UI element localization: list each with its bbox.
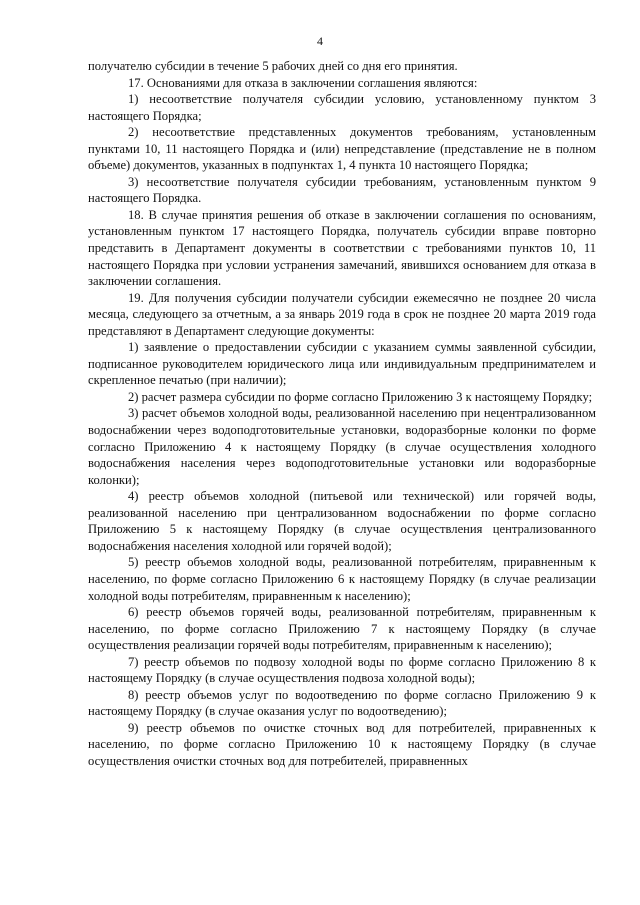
paragraph: 8) реестр объемов услуг по водоотведению по форме согласно Приложению 9 к настоящему Порядку (в случае оказания услуг по водоотведению);: [88, 687, 596, 719]
paragraph: 2) расчет размера субсидии по форме согласно Приложению 3 к настоящему Порядку;: [128, 389, 593, 404]
paragraph: 7) реестр объемов по подвозу холодной воды по форме согласно Приложению 8 к настоящему Порядку (в случае осуществления подвоза холодной воды);: [88, 654, 596, 686]
paragraph: 9) реестр объемов по очистке сточных вод для потребителей, приравненных к населению, по форме согласно Приложению 10 к настоящему Порядку (в случае осуществления очистки сточных вод для потребителей, приравненных: [88, 720, 596, 768]
paragraph: получателю субсидии в течение 5 рабочих дней со дня его принятия.: [88, 59, 458, 73]
paragraph: 3) расчет объемов холодной воды, реализованной населению при нецентрализованном водоснабжении через водоподготовительные установки, водоразборные колонки по форме согласно Приложению 4 к настоящему Порядку (в случае осуществления холодного водоснабжения населения через водоподготовительные установки или водоразборные колонки);: [88, 406, 596, 487]
paragraph: 5) реестр объемов холодной воды, реализованной потребителям, приравненным к населению, по форме согласно Приложению 6 к настоящему Порядку (в случае реализации холодной воды потребителям, приравненным к населению);: [88, 555, 596, 603]
page-number: 4: [317, 34, 323, 48]
paragraph: 19. Для получения субсидии получатели субсидии ежемесячно не позднее 20 числа месяца, следующего за отчетным, а за январь 2019 года в срок не позднее 20 марта 2019 года представляют в Департамент следующие документы:: [88, 290, 596, 338]
paragraph: 6) реестр объемов горячей воды, реализованной потребителям, приравненным к населению, по форме согласно Приложению 7 к настоящему Порядку (в случае осуществления реализации горячей воды потребителям, приравненным к населению);: [88, 605, 596, 653]
document-body: [88, 58, 596, 770]
paragraph: 2) несоответствие представленных документов требованиям, установленным пунктами 10, 11 настоящего Порядка и (или) непредставление (представление не в полном объеме) документов, указанных в подпунктах 1, 4 пункта 10 настоящего Порядка;: [88, 125, 596, 173]
paragraph: 18. В случае принятия решения об отказе в заключении соглашения по основаниям, установленным пунктом 17 настоящего Порядка, получатель субсидии вправе повторно представить в Департамент документы в соответствии с требованиями пунктов 10, 11 настоящего Порядка при условии устранения замечаний, явившихся основанием для отказа в заключении соглашения.: [88, 207, 596, 289]
paragraph: 1) заявление о предоставлении субсидии с указанием суммы заявленной субсидии, подписанное руководителем юридического лица или индивидуальным предпринимателем и скрепленное печатью (при наличии);: [88, 340, 596, 388]
paragraph: 3) несоответствие получателя субсидии требованиям, установленным пунктом 9 настоящего Порядка.: [88, 174, 596, 206]
paragraph: 4) реестр объемов холодной (питьевой или технической) или горячей воды, реализованной населению при централизованном водоснабжении по форме согласно Приложению 5 к настоящему Порядку (в случае осуществления централизованного водоснабжения населения холодной или горячей водой);: [88, 489, 596, 553]
paragraph: 1) несоответствие получателя субсидии условию, установленному пунктом 3 настоящего Порядка;: [88, 92, 596, 123]
paragraph: 17. Основаниями для отказа в заключении соглашения являются:: [128, 75, 478, 90]
